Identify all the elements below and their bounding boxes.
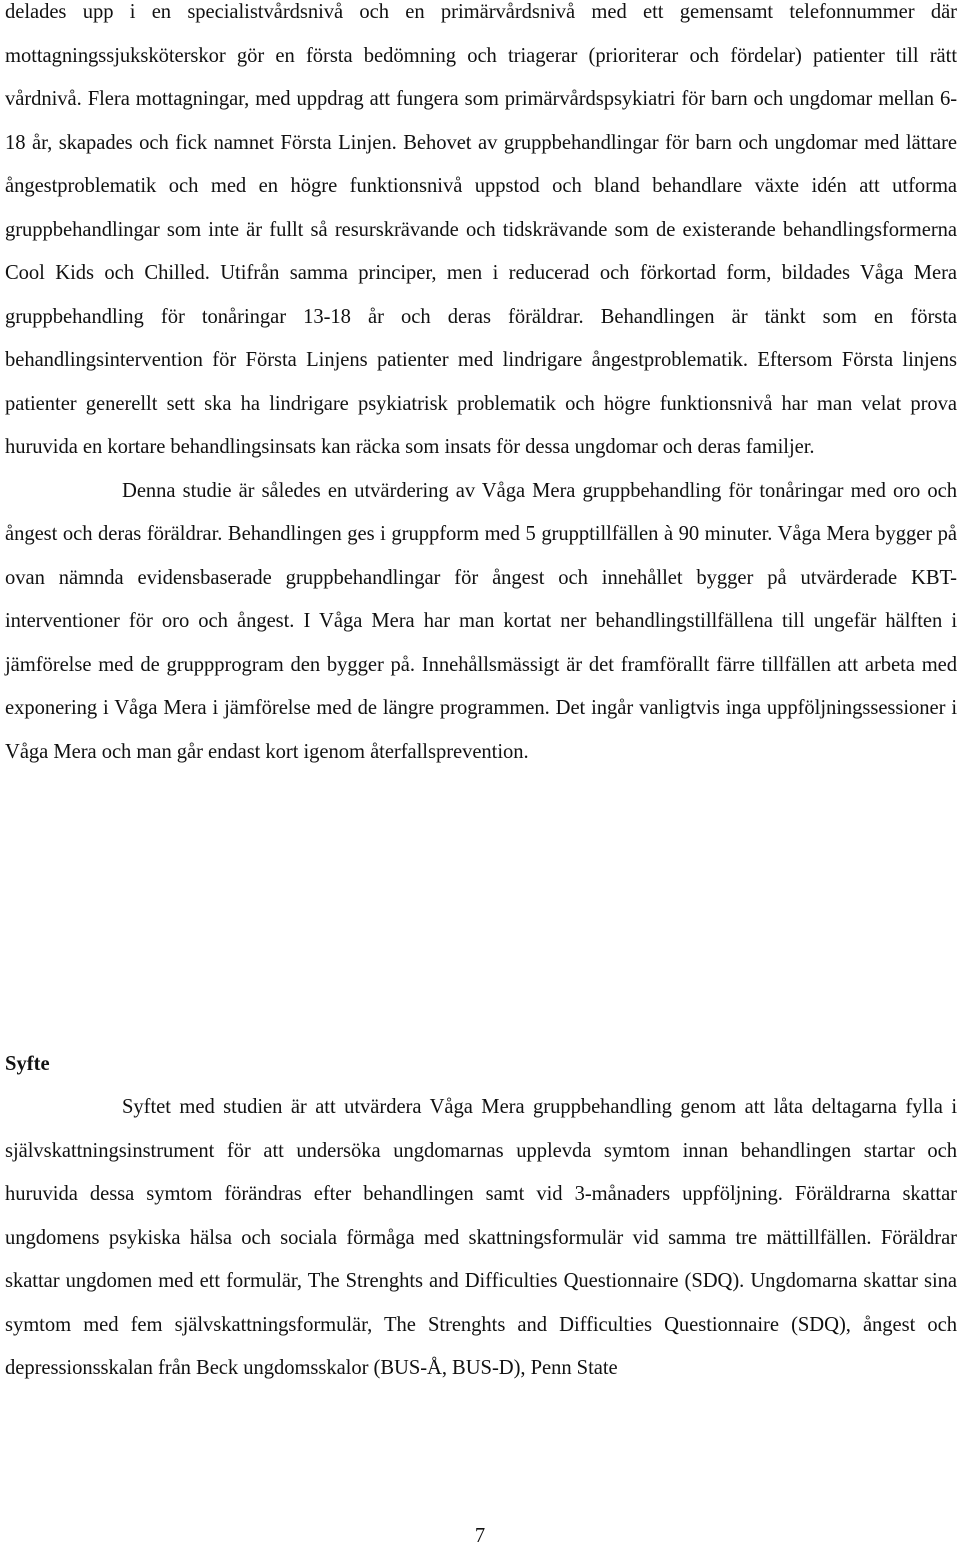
syfte-text: [5, 1086, 957, 1391]
section-heading-syfte: Syfte: [5, 1053, 50, 1075]
paragraph-study-description: Denna studie är således en utvärdering av Våga Mera gruppbehandling för tonåringar med oro och ångest och deras föräldrar. Behandlingen ges i gruppform med 5 grupptillfällen à 90 minuter. Våga Mera bygger på ovan nämnda evidensbaserade gruppbehandlingar för ångest och innehållet bygger på utvärderade KBT-interventioner för oro och ångest. I Våga Mera har man kortat ner behandlingstillfällena till ungefär hälften i jämförelse med de gruppprogram den bygger på. Innehållsmässigt är det framförallt färre tillfällen att arbeta med exponering i Våga Mera i jämförelse med de längre programmen. Det ingår vanligtvis inga uppföljningssessioner i Våga Mera och man går endast kort igenom återfallsprevention.: [5, 479, 957, 763]
paragraph-intro-continuation: delades upp i en specialistvårdsnivå och en primärvårdsnivå med ett gemensamt telefonnummer där mottagningssjuksköterskor gör en första bedömning och triagerar (prioriterar och fördelar) patienter till rätt vårdnivå. Flera mottagningar, med uppdrag att fungera som primärvårdspsykiatri för barn och ungdomar mellan 6-18 år, skapades och fick namnet Första Linjen. Behovet av gruppbehandlingar för barn och ungdomar med lättare ångestproblematik och med en högre funktionsnivå uppstod och bland behandlare växte idén att utforma gruppbehandlingar som inte är fullt så resurskrävande och tidskrävande som de existerande behandlingsformerna Cool Kids och Chilled. Utifrån samma principer, men i reducerad och förkortad form, bildades Våga Mera gruppbehandling för tonåringar 13-18 år och deras föräldrar. Behandlingen är tänkt som en första behandlingsintervention för Första Linjens patienter med lindrigare ångestproblematik. Eftersom Första linjens patienter generellt sett ska ha lindrigare psykiatrisk problematik och högre funktionsnivå har man velat prova huruvida en kortare behandlingsinsats kan räcka som insats för dessa ungdomar och deras familjer.: [5, 1, 957, 458]
intro-text: [5, 0, 957, 774]
paragraph-syfte: Syftet med studien är att utvärdera Våga Mera gruppbehandling genom att låta deltagarna fylla i självskattningsinstrument för att undersöka ungdomarnas upplevda symtom innan behandlingen startar och huruvida dessa symtom förändras efter behandlingen samt vid 3-månaders uppföljning. Föräldrarna skattar ungdomens psykiska hälsa och sociala förmåga med skattningsformulär vid samma tre mättillfällen. Föräldrar skattar ungdomen med ett formulär, The Strenghts and Difficulties Questionnaire (SDQ). Ungdomarna skattar sina symtom med fem självskattningsformulär, The Strenghts and Difficulties Questionnaire (SDQ), ångest och depressionsskalan från Beck ungdomsskalor (BUS-Å, BUS-D), Penn State: [5, 1096, 957, 1379]
page-number: 7: [474, 1525, 486, 1547]
